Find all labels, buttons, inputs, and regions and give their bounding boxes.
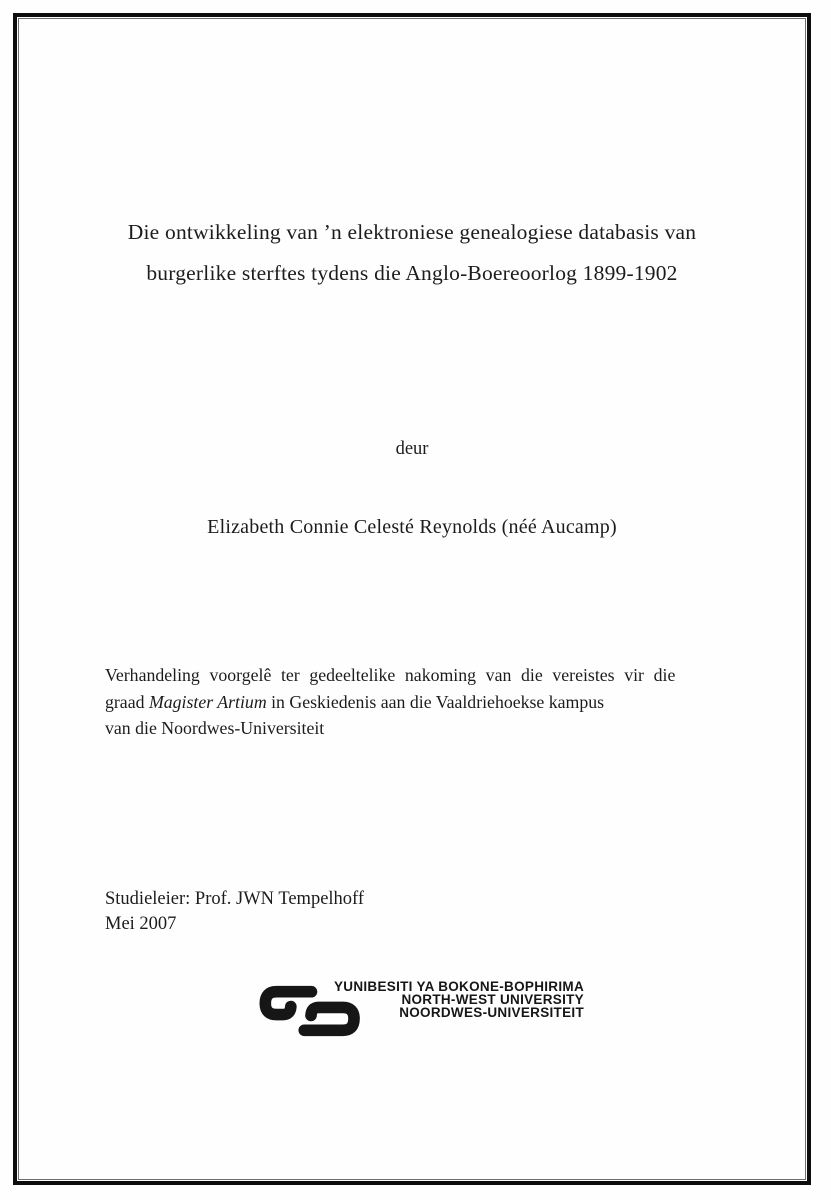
author-name: Elizabeth Connie Celesté Reynolds (néé Aucamp): [207, 516, 617, 538]
byline-label: deur: [395, 439, 429, 459]
university-logo-text: [318, 980, 584, 1020]
supervisor-line: Studieleier: Prof. JWN Tempelhoff: [105, 889, 365, 909]
degree-statement-line1: Verhandeling voorgelê ter gedeeltelike nakoming van die vereistes vir die: [105, 665, 676, 685]
degree-statement: [105, 662, 741, 742]
supervisor-block: [105, 887, 364, 937]
university-name-setswana: YUNIBESITI YA BOKONE-BOPHIRIMA: [333, 979, 584, 994]
thesis-title-line2: burgerlike sterftes tydens die Anglo-Boereoorlog 1899-1902: [146, 261, 678, 285]
title-page-content: [13, 13, 811, 1185]
degree-statement-line3: van die Noordwes-Universiteit: [105, 718, 325, 738]
degree-name-italic: Magister Artium: [148, 691, 267, 712]
date-line: Mei 2007: [105, 914, 177, 934]
thesis-title-line1: Die ontwikkeling van ’n elektroniese genealogiese databasis van: [127, 220, 697, 244]
degree-statement-line2-pre: graad: [105, 691, 149, 712]
degree-statement-line2-post: in Geskiedenis aan die Vaaldriehoekse kampus: [266, 691, 605, 712]
university-name-english: NORTH-WEST UNIVERSITY: [401, 992, 584, 1008]
thesis-title: [13, 212, 811, 294]
degree-statement-line2: [105, 689, 741, 716]
university-name-afrikaans: NOORDWES-UNIVERSITEIT: [399, 1005, 584, 1021]
